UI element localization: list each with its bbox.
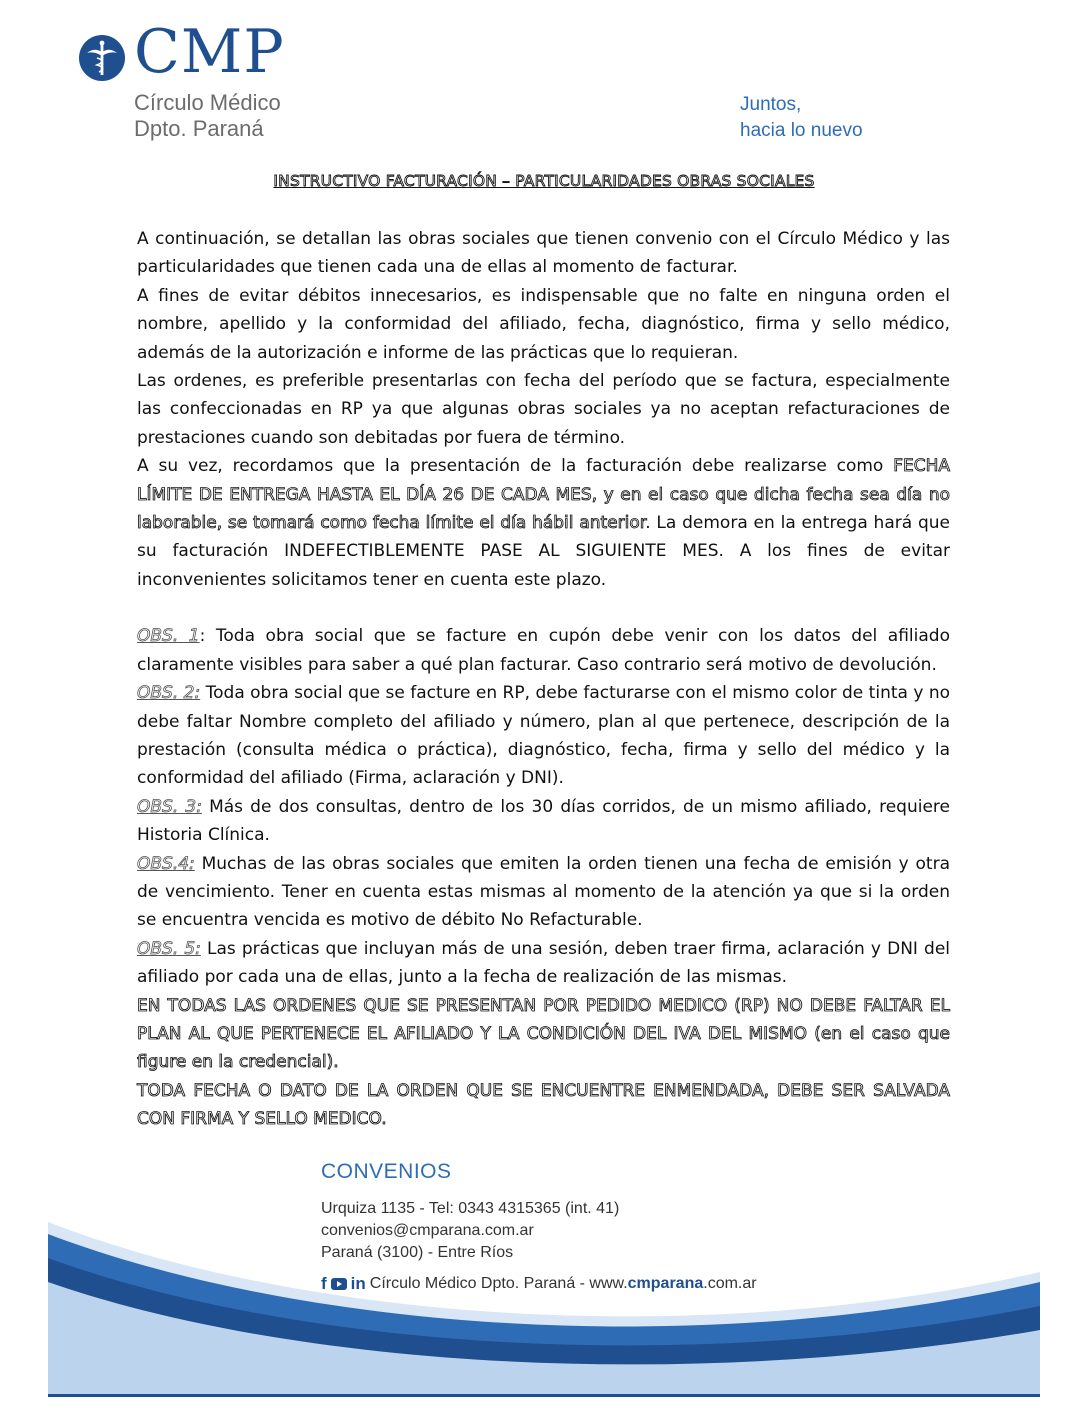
observation-label: OBS. 2:: [137, 683, 201, 704]
observation-label: OBS.4:: [137, 853, 195, 874]
logo-wordmark: CMP: [134, 17, 285, 87]
tagline-line-1: Juntos,: [740, 94, 802, 115]
tagline-line-2: hacia lo nuevo: [740, 120, 863, 141]
observation-text: Más de dos consultas, dentro de los 30 días corridos, de un mismo afiliado, requiere Historia Clínica.: [137, 796, 950, 846]
notice-amendments: TODA FECHA O DATO DE LA ORDEN QUE SE ENCUENTRE ENMENDADA, DEBE SER SALVADA CON FIRMA Y SELLO MEDICO.: [137, 1080, 950, 1130]
cmp-logo: [78, 17, 298, 145]
section-heading: CONVENIOS: [321, 1160, 452, 1183]
caduceus-icon: [78, 34, 126, 82]
facebook-icon[interactable]: f: [321, 1274, 327, 1293]
observation-separator: :: [199, 626, 216, 647]
website-suffix: .com.ar: [703, 1275, 757, 1292]
paragraph-deadline: [137, 452, 950, 594]
observation-text: Toda obra social que se facture en cupón debe venir con los datos del afiliado claramente visibles para saber a qué plan facturar. Caso contrario será motivo de devolución.: [137, 626, 950, 675]
document-body: [137, 225, 950, 1134]
document-title: INSTRUCTIVO FACTURACIÓN – PARTICULARIDADES OBRAS SOCIALES: [273, 172, 815, 190]
linkedin-icon[interactable]: in: [350, 1274, 366, 1293]
observation-2: [137, 679, 950, 793]
social-row: [321, 1274, 757, 1294]
observation-text: Muchas de las obras sociales que emiten la orden tienen una fecha de emisión y otra de vencimiento. Tener en cuenta estas mismas al momento de la atención ya que si la orden se encuentra vencida es motivo de débito No Refacturable.: [137, 853, 951, 931]
address-line: Urquiza 1135 - Tel: 0343 4315365 (int. 41): [321, 1200, 620, 1217]
paragraph-debits: A fines de evitar débitos innecesarios, es indispensable que no falte en ninguna orden el nombre, apellido y la conformidad del afiliado, fecha, diagnóstico, firma y sello médico, además de la autorización e informe de las prácticas que lo requieran.: [137, 285, 950, 363]
logo-subtitle-line-1: Círculo Médico: [134, 90, 281, 115]
youtube-icon[interactable]: [331, 1278, 347, 1290]
paragraph-dates: Las ordenes, es preferible presentarlas con fecha del período que se factura, especialmente las confeccionadas en RP ya que algunas obras sociales ya no aceptan refacturaciones de prestaciones cuando son debitadas por fuera de término.: [137, 371, 950, 448]
paragraph-gap: [137, 594, 950, 622]
website-domain: cmparana: [627, 1275, 704, 1292]
observation-separator: [195, 854, 202, 874]
logo-subtitle-line-2: Dpto. Paraná: [134, 116, 264, 141]
paragraph-intro: A continuación, se detallan las obras sociales que tienen convenio con el Círculo Médico y las particularidades que tienen cada una de ellas al momento de facturar.: [137, 229, 950, 278]
city-line: Paraná (3100) - Entre Ríos: [321, 1244, 514, 1261]
website-prefix: Círculo Médico Dpto. Paraná - www.: [369, 1275, 628, 1292]
observation-4: [137, 850, 950, 935]
deadline-highlight: FECHA LÍMITE DE ENTREGA HASTA EL DÍA 26 DE CADA MES, y en el caso que dicha fecha sea día no laborable, se tomará como fecha límite el día hábil anterior: [137, 456, 950, 534]
observation-5: [137, 935, 950, 992]
observation-label: OBS. 1: [137, 626, 200, 647]
observation-label: OBS. 3:: [137, 796, 202, 817]
email-link[interactable]: convenios@cmparana.com.ar: [321, 1222, 534, 1239]
observation-text: Las prácticas que incluyan más de una sesión, deben traer firma, aclaración y DNI del afiliado por cada una de ellas, junto a la fecha de realización de las mismas.: [137, 938, 951, 988]
logo-subtitle: [134, 90, 281, 142]
observation-label: OBS. 5:: [137, 938, 201, 959]
observation-3: [137, 793, 950, 850]
deadline-outro: . La demora en la entrega hará que su facturación INDEFECTIBLEMENTE PASE AL SIGUIENTE MES. A los fines de evitar inconvenientes solicitamos tener en cuenta este plazo.: [137, 513, 950, 590]
tagline: [740, 92, 863, 144]
contact-block: [321, 1160, 921, 1264]
notice-plan-iva: EN TODAS LAS ORDENES QUE SE PRESENTAN POR PEDIDO MEDICO (RP) NO DEBE FALTAR EL PLAN AL QUE PERTENECE EL AFILIADO Y LA CONDICIÓN DEL IVA DEL MISMO (en el caso que figure en la credencial).: [137, 995, 950, 1073]
observation-text: Toda obra social que se facture en RP, debe facturarse con el mismo color de tinta y no debe faltar Nombre completo del afiliado y número, plan al que pertenece, descripción de la prestación (consulta médica o práctica), diagnóstico, fecha, firma y sello del médico y la conformidad del afiliado (Firma, aclaración y DNI).: [137, 683, 951, 789]
deadline-intro: A su vez, recordamos que la presentación de la facturación debe realizarse como: [137, 456, 894, 477]
website-link[interactable]: [370, 1275, 757, 1293]
observation-1: [137, 622, 950, 679]
